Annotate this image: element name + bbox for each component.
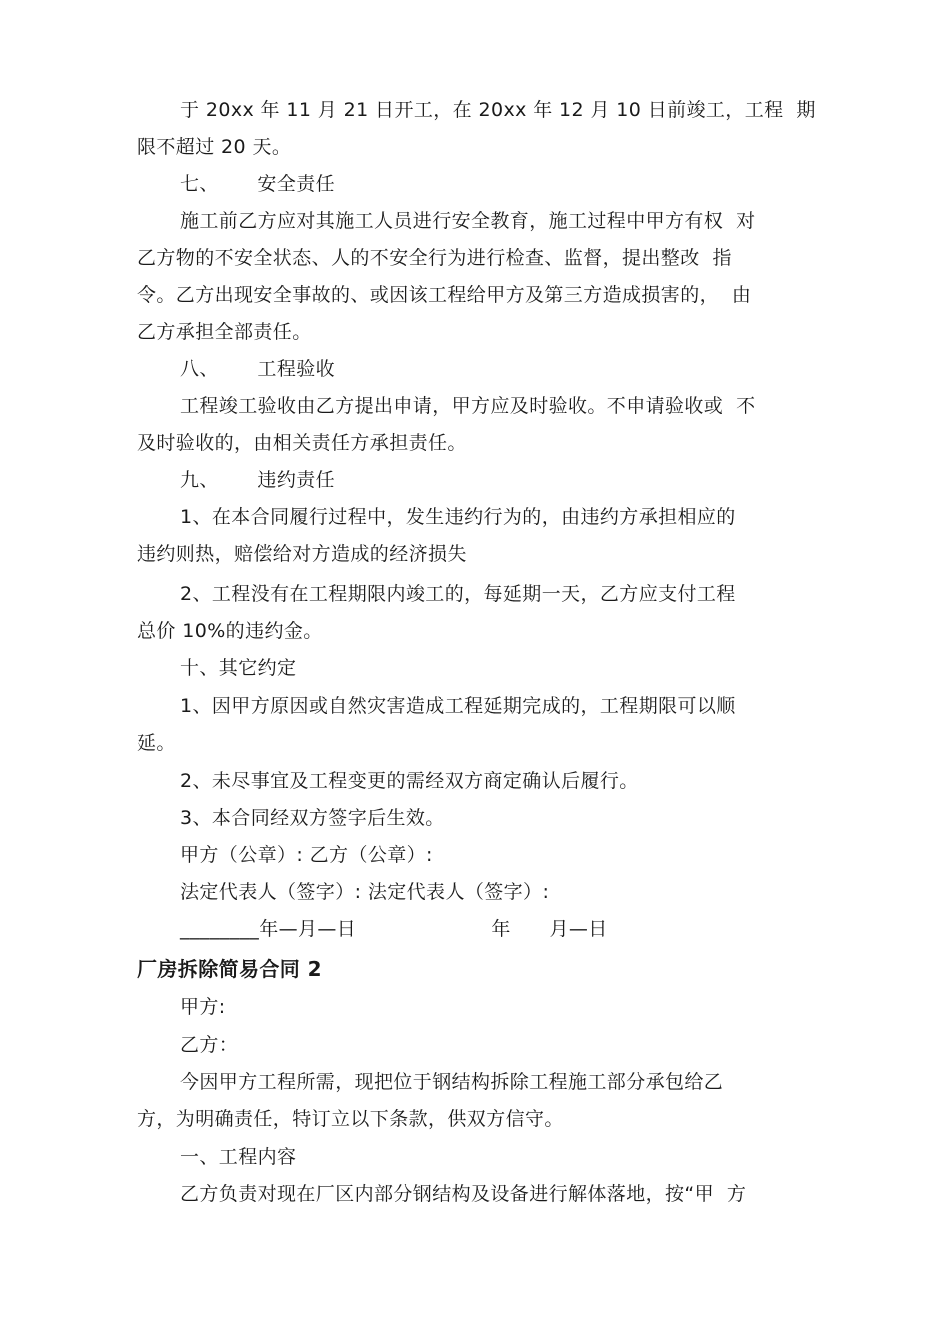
text-line: 2、未尽事宜及工程变更的需经双方商定确认后履行。 — [180, 770, 639, 792]
text-line: 2、工程没有在工程期限内竣工的，每延期一天，乙方应支付工程 — [180, 583, 736, 605]
text-line: 工程竣工验收由乙方提出申请，甲方应及时验收。不申请验收或 不 — [180, 395, 756, 417]
section-heading: 九、 违约责任 — [180, 469, 336, 491]
text-line: 乙方物的不安全状态、人的不安全行为进行检查、监督，提出整改 指 — [137, 247, 732, 269]
party-line: 甲方: — [180, 996, 226, 1018]
section-heading: 十、其它约定 — [180, 657, 297, 679]
section-heading: 八、 工程验收 — [180, 358, 336, 380]
section-heading: 一、工程内容 — [180, 1146, 297, 1168]
text-line: 总价 10%的违约金。 — [137, 620, 323, 642]
text-line: 3、本合同经双方签字后生效。 — [180, 807, 445, 829]
text-line: 1、因甲方原因或自然灾害造成工程延期完成的，工程期限可以顺 — [180, 695, 736, 717]
signature-line: 甲方（公章）: 乙方（公章）: — [180, 844, 433, 866]
text-line: 乙方承担全部责任。 — [137, 321, 312, 343]
text-line: 施工前乙方应对其施工人员进行安全教育，施工过程中甲方有权 对 — [180, 210, 756, 232]
text-line: 违约则热，赔偿给对方造成的经济损失 — [137, 543, 467, 565]
text-line: 方，为明确责任，特订立以下条款，供双方信守。 — [137, 1108, 564, 1130]
text-line: 乙方负责对现在厂区内部分钢结构及设备进行解体落地，按“甲 方 — [180, 1183, 747, 1205]
party-line: 乙方： — [180, 1034, 239, 1056]
text-line: 于 20xx 年 11 月 21 日开工，在 20xx 年 12 月 10 日前竣工，工程 期 — [180, 99, 816, 121]
date-line: ________年—月—日 年 月—日 — [180, 918, 608, 940]
text-line: 令。乙方出现安全事故的、或因该工程给甲方及第三方造成损害的， 由 — [137, 284, 752, 306]
text-line: 今因甲方工程所需，现把位于钢结构拆除工程施工部分承包给乙 — [180, 1071, 724, 1093]
signature-line: 法定代表人（签字）: 法定代表人（签字）: — [180, 881, 550, 903]
text-line: 限不超过 20 天。 — [137, 136, 292, 158]
contract-title: 厂房拆除简易合同 2 — [137, 957, 322, 981]
section-heading: 七、 安全责任 — [180, 173, 336, 195]
text-line: 1、在本合同履行过程中，发生违约行为的，由违约方承担相应的 — [180, 506, 736, 528]
text-line: 延。 — [137, 732, 176, 754]
text-line: 及时验收的，由相关责任方承担责任。 — [137, 432, 467, 454]
